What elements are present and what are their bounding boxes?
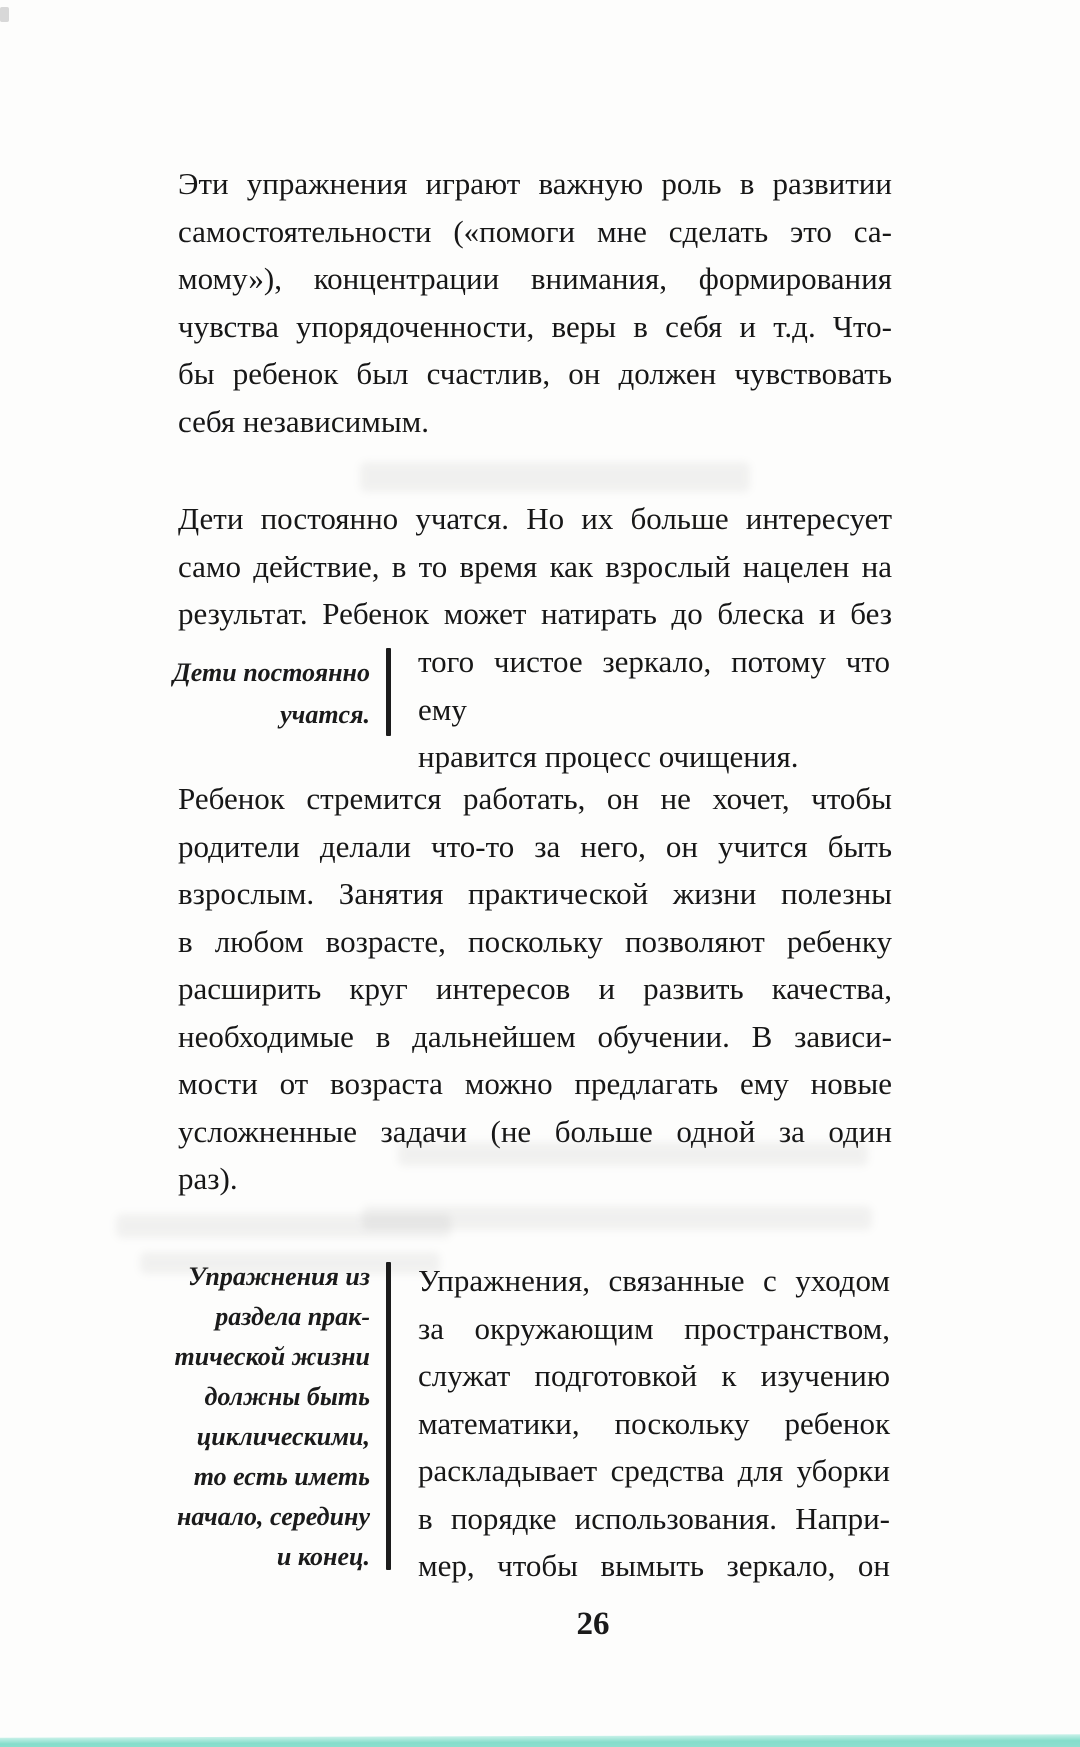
- text-line: необходимые в дальнейшем обучении. В зависи-: [178, 1018, 892, 1054]
- text-line: Ребенок стремится работать, он не хочет, чтобы: [178, 781, 892, 816]
- text-line: за окружающим пространством,: [418, 1310, 890, 1346]
- pull-quote-2: [120, 1257, 370, 1577]
- text-line: самостоятельности («помоги мне сделать это са-: [178, 213, 892, 249]
- text-line: чувства упорядоченности, веры в себя и т.д. Что-: [178, 308, 892, 344]
- text-line: Упражнения из: [188, 1262, 370, 1291]
- text-line: Дети постоянно учатся. Но их больше интересует: [178, 501, 892, 536]
- text-line: родители делали что-то за него, он учится быть: [178, 828, 892, 864]
- text-line: то есть иметь: [193, 1462, 370, 1491]
- text-line: расширить круг интересов и развить качества,: [178, 971, 892, 1006]
- text-line: в любом возрасте, поскольку позволяют ребенку: [178, 923, 892, 959]
- text-line: само действие, в то время как взрослый нацелен на: [178, 548, 892, 584]
- paragraph-2-full-width: [178, 495, 892, 638]
- text-line: того чистое зеркало, потому что ему: [418, 644, 890, 727]
- quote-rule-2: [386, 1262, 391, 1570]
- text-line: и конец.: [276, 1542, 370, 1571]
- quote-rule-1: [386, 648, 391, 736]
- text-line: раскладывает средства для уборки: [418, 1453, 890, 1488]
- text-line: циклическими,: [196, 1422, 370, 1451]
- footer-accent-bar: [0, 1734, 1080, 1747]
- bleed-through-artifact: [398, 1142, 868, 1166]
- text-line: себя независимым.: [178, 403, 430, 439]
- text-line: мер, чтобы вымыть зеркало, он: [418, 1548, 890, 1583]
- text-line: служат подготовкой к изучению: [418, 1358, 890, 1393]
- text-line: тической жизни: [174, 1342, 370, 1371]
- paragraph-4-narrow-column: [418, 1257, 890, 1590]
- text-line: раз).: [178, 1161, 238, 1196]
- pull-quote-1: [120, 652, 370, 736]
- text-line: начало, середину: [176, 1502, 370, 1531]
- text-line: Эти упражнения играют важную роль в развитии: [178, 166, 892, 201]
- text-line: учатся.: [280, 700, 370, 729]
- text-line: Упражнения, связанные с уходом: [418, 1263, 890, 1298]
- text-line: взрослым. Занятия практической жизни полезны: [178, 876, 892, 911]
- text-line: в порядке использования. Напри-: [418, 1500, 890, 1536]
- text-line: математики, поскольку ребенок: [418, 1405, 890, 1441]
- paragraph-3: [178, 775, 892, 1203]
- text-line: мому»), концентрации внимания, формирования: [178, 261, 892, 296]
- page-number: 26: [576, 1606, 610, 1642]
- paragraph-1: [178, 160, 892, 445]
- paragraph-2-narrow-column: [418, 638, 890, 781]
- scan-artifact: [0, 7, 9, 22]
- bleed-through-artifact: [116, 1214, 451, 1238]
- text-line: усложненные задачи (не больше одной за один: [178, 1113, 892, 1149]
- text-line: раздела прак-: [215, 1302, 370, 1331]
- text-line: бы ребенок был счастлив, он должен чувствовать: [178, 356, 892, 391]
- text-line: мости от возраста можно предлагать ему новые: [178, 1066, 892, 1101]
- text-line: нравится процесс очищения.: [418, 739, 799, 774]
- bleed-through-artifact: [360, 462, 750, 492]
- text-line: должны быть: [204, 1382, 370, 1411]
- text-line: результат. Ребенок может натирать до блеска и без: [178, 596, 892, 631]
- text-line: Дети постоянно: [173, 658, 370, 687]
